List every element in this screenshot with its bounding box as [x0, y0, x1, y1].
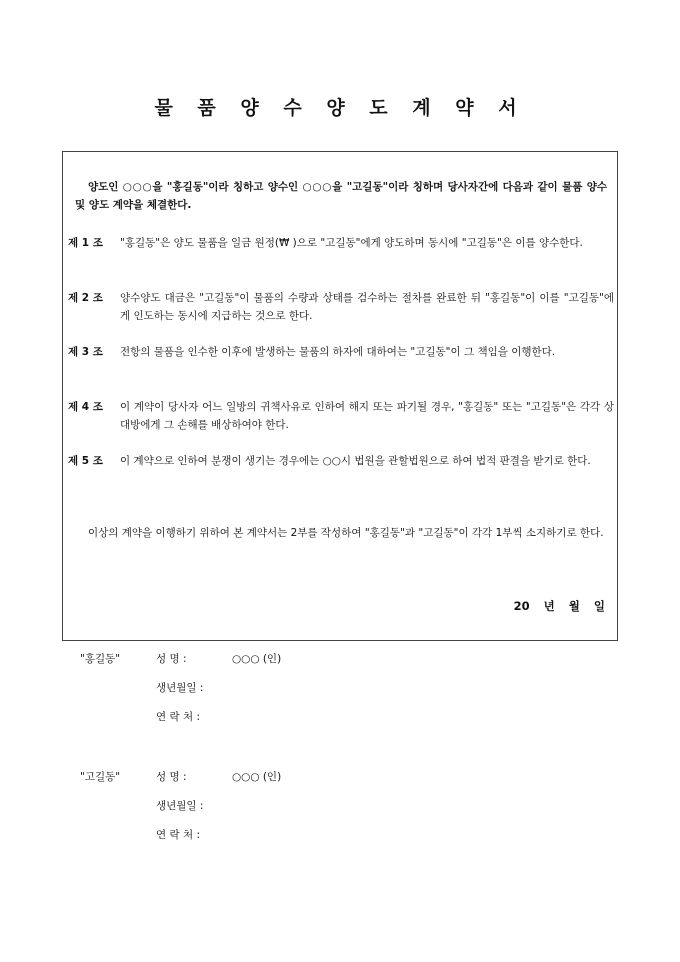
name-value: ○○○ (인) — [232, 653, 282, 665]
name-value: ○○○ (인) — [232, 771, 282, 783]
article-1 — [68, 234, 614, 252]
article-5 — [68, 452, 614, 470]
birth-label: 생년월일 : — [156, 800, 204, 812]
contact-label: 연 락 처 : — [156, 711, 200, 723]
article-text: 이 계약으로 인하여 분쟁이 생기는 경우에는 ○○시 법원을 관할법원으로 하여 법적 판결을 받기로 한다. — [120, 455, 591, 467]
article-label: 제 4 조 — [68, 401, 103, 413]
party-name: "홍길동" — [80, 653, 121, 665]
article-label: 제 3 조 — [68, 346, 103, 358]
article-text: "홍길동"은 양도 물품을 일금 원정(₩ )으로 "고길동"에게 양도하며 동시에 "고길동"은 이를 양수한다. — [120, 237, 583, 249]
article-3 — [68, 343, 614, 361]
article-label: 제 1 조 — [68, 237, 103, 249]
party-name: "고길동" — [80, 771, 121, 783]
birth-label: 생년월일 : — [156, 682, 204, 694]
name-label: 성 명 : — [156, 771, 187, 783]
article-text: 양수양도 대금은 "고길동"이 물품의 수량과 상태를 검수하는 절차를 완료한 뒤 "홍길동"이 이를 "고길동"에게 인도하는 동시에 지급하는 것으로 한다. — [120, 292, 614, 322]
article-text: 이 계약이 당사자 어느 일방의 귀책사유로 인하여 해지 또는 파기될 경우, "홍길동" 또는 "고길동"은 각각 상대방에게 그 손해를 배상하여야 한다. — [120, 401, 614, 431]
contract-date: 20 년 월 일 — [513, 599, 605, 613]
article-label: 제 2 조 — [68, 292, 103, 304]
article-text: 전항의 물품을 인수한 이후에 발생하는 물품의 하자에 대하여는 "고길동"이 그 책임을 이행한다. — [120, 346, 556, 358]
contract-closing: 이상의 계약을 이행하기 위하여 본 계약서는 2부를 작성하여 "홍길동"과 "고길동"이 각각 1부씩 소지하기로 한다. — [88, 527, 604, 539]
article-2 — [68, 289, 614, 325]
document-title: 물 품 양 수 양 도 계 약 서 — [154, 97, 526, 119]
article-label: 제 5 조 — [68, 455, 103, 467]
article-4 — [68, 398, 614, 434]
contract-intro: 양도인 ○○○을 "홍길동"이라 칭하고 양수인 ○○○을 "고길동"이라 칭하며 당사자간에 다음과 같이 물품 양수 및 양도 계약을 체결한다. — [75, 181, 607, 211]
contract-body — [62, 151, 618, 641]
contact-label: 연 락 처 : — [156, 829, 200, 841]
name-label: 성 명 : — [156, 653, 187, 665]
